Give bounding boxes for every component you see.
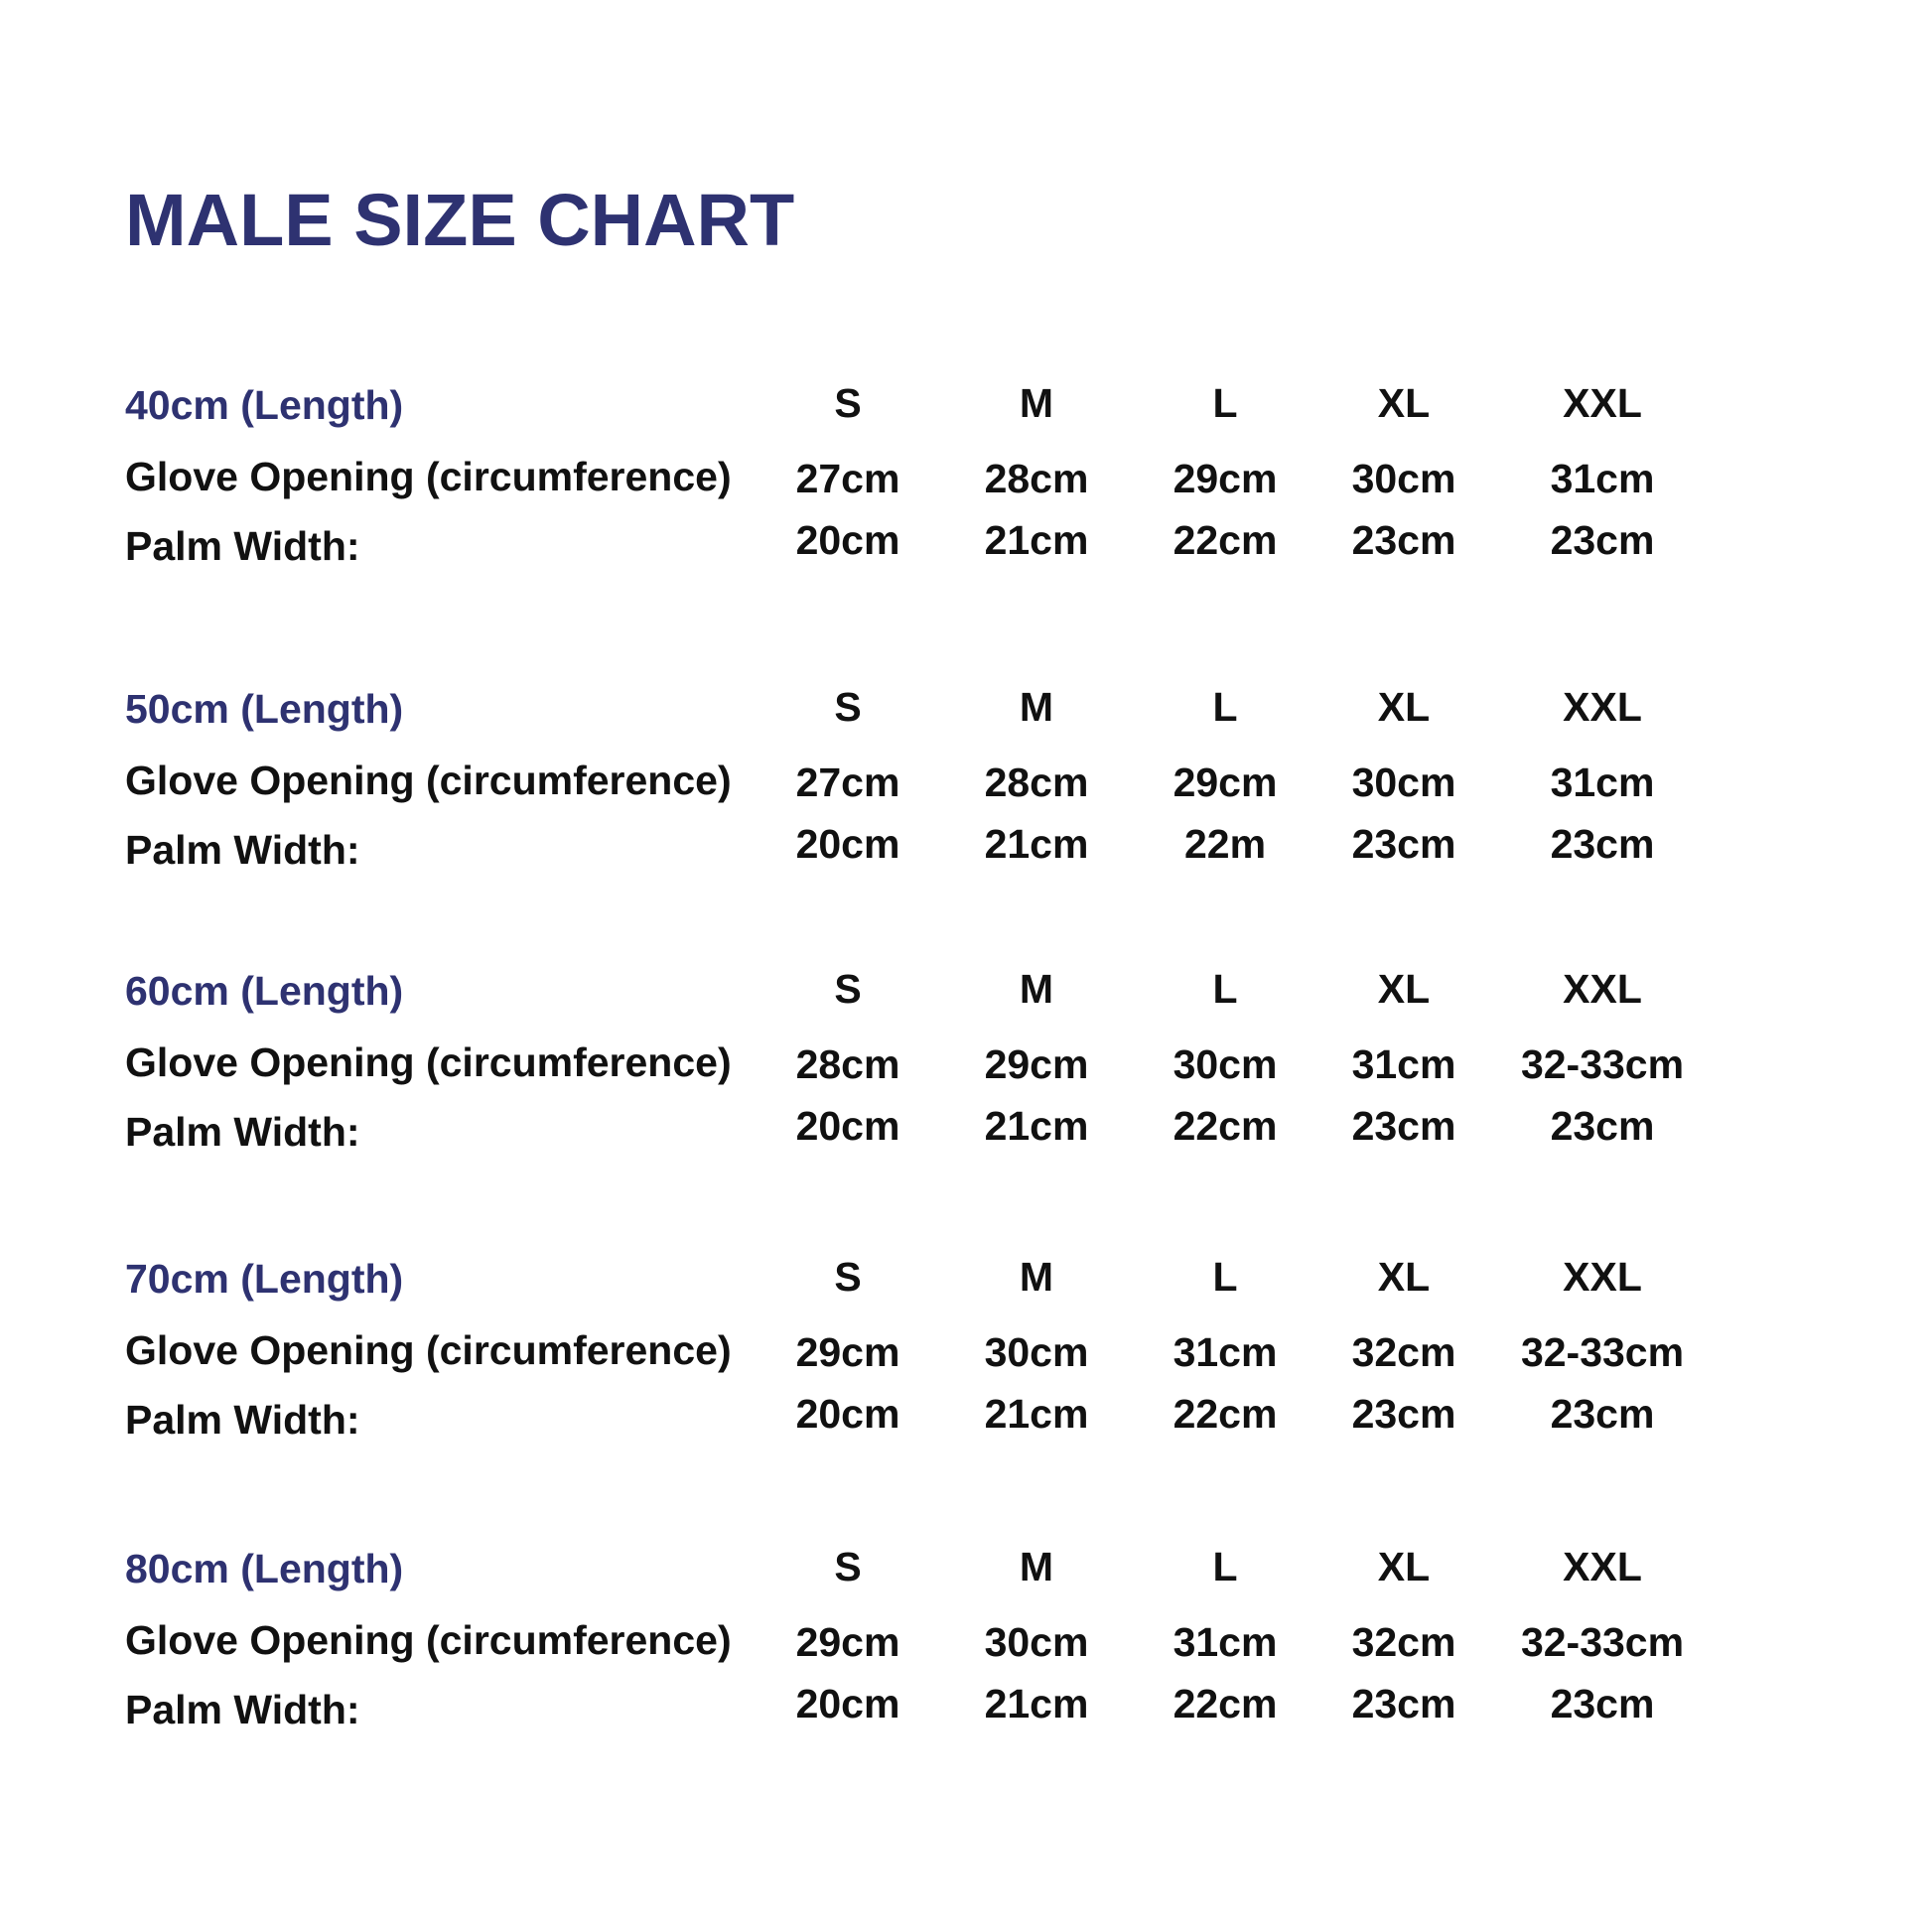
size-header: XL: [1377, 966, 1431, 1012]
glove-opening-value: 29cm: [795, 1619, 900, 1665]
glove-opening-value: 32-33cm: [1520, 1041, 1685, 1087]
palm-width-value: 20cm: [795, 1391, 900, 1437]
glove-opening-value: 29cm: [984, 1041, 1089, 1087]
palm-width-label: Palm Width:: [125, 827, 360, 873]
palm-width-value: 23cm: [1351, 517, 1456, 563]
size-header: XXL: [1563, 380, 1642, 426]
size-header: M: [1019, 1544, 1054, 1589]
size-header: L: [1212, 1544, 1238, 1589]
size-header: S: [834, 380, 862, 426]
glove-opening-label: Glove Opening (circumference): [125, 1327, 732, 1373]
palm-width-value: 22cm: [1173, 1103, 1278, 1149]
palm-width-value: 21cm: [984, 1681, 1089, 1726]
palm-width-value: 23cm: [1351, 1391, 1456, 1437]
size-header: L: [1212, 380, 1238, 426]
palm-width-value: 21cm: [984, 821, 1089, 867]
size-header: S: [834, 684, 862, 730]
size-header: XXL: [1563, 684, 1642, 730]
glove-opening-label: Glove Opening (circumference): [125, 1039, 732, 1085]
glove-opening-value: 28cm: [984, 759, 1089, 805]
size-section-70cm: [0, 1254, 1932, 1497]
glove-opening-label: Glove Opening (circumference): [125, 1617, 732, 1663]
palm-width-label: Palm Width:: [125, 523, 360, 569]
palm-width-value: 23cm: [1550, 821, 1655, 867]
glove-opening-value: 30cm: [1351, 456, 1456, 501]
glove-opening-label: Glove Opening (circumference): [125, 454, 732, 499]
size-header: M: [1019, 380, 1054, 426]
length-label: 80cm (Length): [125, 1546, 404, 1591]
glove-opening-value: 32-33cm: [1520, 1619, 1685, 1665]
size-header: M: [1019, 684, 1054, 730]
size-header: L: [1212, 966, 1238, 1012]
palm-width-value: 20cm: [795, 1103, 900, 1149]
size-header: S: [834, 1544, 862, 1589]
palm-width-value: 22m: [1183, 821, 1267, 867]
size-section-80cm: [0, 1544, 1932, 1787]
length-label: 70cm (Length): [125, 1256, 404, 1302]
size-header: L: [1212, 1254, 1238, 1300]
glove-opening-value: 29cm: [1173, 456, 1278, 501]
palm-width-value: 20cm: [795, 517, 900, 563]
palm-width-value: 23cm: [1351, 1681, 1456, 1726]
glove-opening-value: 30cm: [1351, 759, 1456, 805]
palm-width-value: 23cm: [1351, 821, 1456, 867]
palm-width-value: 20cm: [795, 1681, 900, 1726]
palm-width-value: 22cm: [1173, 517, 1278, 563]
size-header: XXL: [1563, 1254, 1642, 1300]
glove-opening-value: 31cm: [1173, 1329, 1278, 1375]
glove-opening-value: 30cm: [1173, 1041, 1278, 1087]
glove-opening-value: 32cm: [1351, 1619, 1456, 1665]
size-section-40cm: [0, 380, 1932, 623]
glove-opening-value: 31cm: [1173, 1619, 1278, 1665]
palm-width-label: Palm Width:: [125, 1687, 360, 1732]
size-header: XL: [1377, 380, 1431, 426]
length-label: 60cm (Length): [125, 968, 404, 1014]
glove-opening-value: 29cm: [1173, 759, 1278, 805]
palm-width-value: 22cm: [1173, 1681, 1278, 1726]
size-section-60cm: [0, 966, 1932, 1209]
glove-opening-value: 31cm: [1550, 759, 1655, 805]
glove-opening-label: Glove Opening (circumference): [125, 758, 732, 803]
size-header: S: [834, 966, 862, 1012]
palm-width-value: 23cm: [1351, 1103, 1456, 1149]
palm-width-value: 22cm: [1173, 1391, 1278, 1437]
palm-width-label: Palm Width:: [125, 1109, 360, 1155]
size-header: S: [834, 1254, 862, 1300]
palm-width-value: 21cm: [984, 517, 1089, 563]
palm-width-value: 21cm: [984, 1103, 1089, 1149]
size-header: XL: [1377, 684, 1431, 730]
palm-width-value: 20cm: [795, 821, 900, 867]
glove-opening-value: 28cm: [984, 456, 1089, 501]
size-header: XL: [1377, 1254, 1431, 1300]
length-label: 40cm (Length): [125, 382, 404, 428]
size-header: XXL: [1563, 966, 1642, 1012]
glove-opening-value: 27cm: [795, 759, 900, 805]
length-label: 50cm (Length): [125, 686, 404, 732]
glove-opening-value: 29cm: [795, 1329, 900, 1375]
palm-width-value: 23cm: [1550, 1681, 1655, 1726]
glove-opening-value: 31cm: [1351, 1041, 1456, 1087]
size-header: XL: [1377, 1544, 1431, 1589]
size-header: L: [1212, 684, 1238, 730]
page-title: MALE SIZE CHART: [125, 179, 795, 261]
size-section-50cm: [0, 684, 1932, 927]
size-header: XXL: [1563, 1544, 1642, 1589]
size-header: M: [1019, 966, 1054, 1012]
palm-width-value: 21cm: [984, 1391, 1089, 1437]
glove-opening-value: 30cm: [984, 1329, 1089, 1375]
glove-opening-value: 27cm: [795, 456, 900, 501]
glove-opening-value: 28cm: [795, 1041, 900, 1087]
palm-width-value: 23cm: [1550, 1391, 1655, 1437]
palm-width-value: 23cm: [1550, 517, 1655, 563]
palm-width-label: Palm Width:: [125, 1397, 360, 1443]
size-header: M: [1019, 1254, 1054, 1300]
palm-width-value: 23cm: [1550, 1103, 1655, 1149]
glove-opening-value: 30cm: [984, 1619, 1089, 1665]
glove-opening-value: 32cm: [1351, 1329, 1456, 1375]
glove-opening-value: 32-33cm: [1520, 1329, 1685, 1375]
glove-opening-value: 31cm: [1550, 456, 1655, 501]
